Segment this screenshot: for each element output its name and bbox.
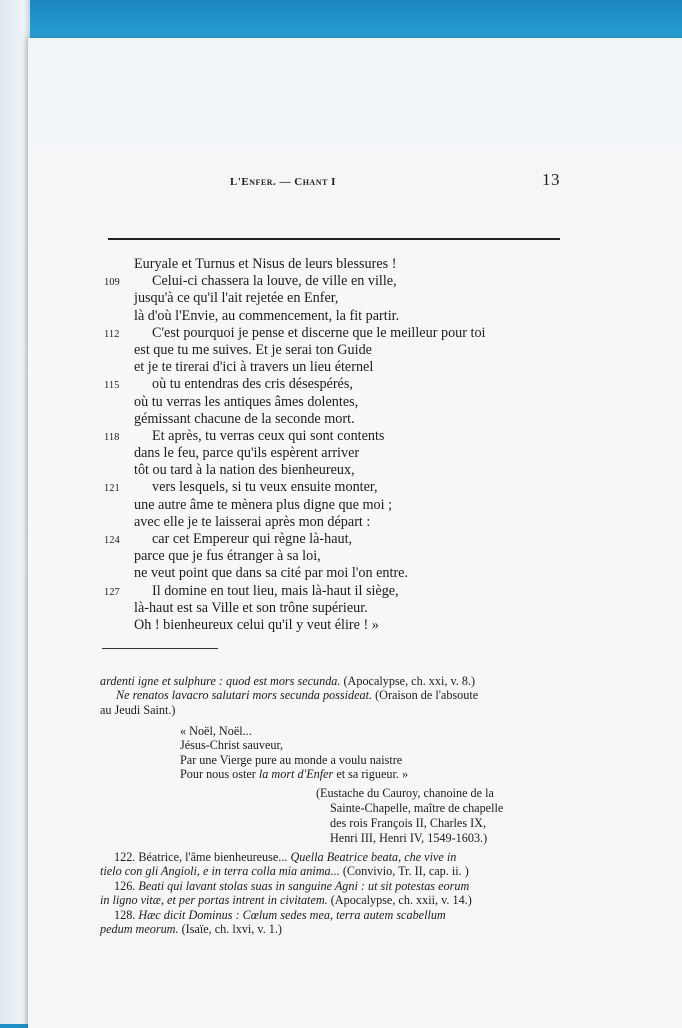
quote-line: Jésus-Christ sauveur, — [180, 738, 284, 753]
page-header — [230, 172, 560, 192]
latin-quote: ardenti igne et sulphure : quod est mors secunda. — [100, 674, 341, 688]
footnote-122 — [100, 850, 570, 864]
verse-text: là-haut est sa Ville et son trône supérieur. — [134, 599, 368, 616]
running-title: L'Enfer. — Chant I — [230, 176, 336, 188]
note-italic: pedum meorum. — [100, 921, 179, 936]
verse-text: jusqu'à ce qu'il l'ait rejetée en Enfer, — [134, 290, 339, 307]
quote-line — [180, 767, 408, 781]
footnote-line — [100, 688, 566, 702]
verse-line — [104, 394, 574, 411]
attribution-line: Sainte-Chapelle, maître de chapelle — [330, 801, 504, 815]
verse-line — [104, 256, 574, 273]
note-italic: tielo con gli Angioli, e in terra colla mia anima... — [100, 864, 340, 879]
verse-block — [104, 256, 574, 634]
footnote-122-cont — [100, 864, 570, 878]
note-italic: Quella Beatrice beata, che vive in — [290, 850, 457, 864]
verse-number: 115 — [104, 380, 120, 392]
verse-line — [104, 600, 574, 617]
verse-line — [104, 531, 574, 548]
note-italic: Hæc dicit Dominus : Cœlum sedes mea, terra autem scabellum — [138, 907, 446, 922]
attribution-line: Henri III, Henri IV, 1549-1603.) — [330, 831, 488, 845]
footnote-line — [100, 674, 566, 688]
verse-text: Il domine en tout lieu, mais là-haut il siège, — [152, 582, 399, 599]
quote-text: Pour nous oster — [180, 767, 259, 782]
verse-line — [104, 565, 574, 582]
verse-line — [104, 497, 574, 514]
verse-line — [104, 273, 574, 290]
verse-text: tôt ou tard à la nation des bienheureux, — [134, 462, 355, 479]
note-text: 126. — [114, 878, 139, 893]
verse-line — [104, 325, 574, 342]
footnote-separator — [102, 648, 218, 649]
note-text: (Convivio, Tr. II, cap. ii. ) — [339, 864, 469, 879]
note-italic: in ligno vitæ, et per portas intrent in civitatem. — [100, 893, 328, 908]
quote-italic: la mort d'Enfer — [258, 767, 334, 782]
footnote-line — [100, 703, 566, 717]
verse-text: gémissant chacune de la seconde mort. — [134, 410, 355, 427]
citation: (Apocalypse, ch. xxi, v. 8.) — [340, 674, 476, 688]
footnotes-top — [100, 674, 566, 717]
note-text: 128. — [114, 907, 139, 922]
verse-number: 127 — [104, 586, 120, 598]
verse-text: Oh ! bienheureux celui qu'il y veut élire ! » — [134, 616, 379, 633]
verse-number: 118 — [104, 431, 120, 443]
quote-text: et sa rigueur. » — [333, 767, 409, 782]
quote-attribution — [316, 786, 503, 846]
verse-line — [104, 411, 574, 428]
verse-text: Celui-ci chassera la louve, de ville en ville, — [152, 273, 397, 290]
page-number: 13 — [542, 170, 560, 189]
verse-line — [104, 583, 574, 600]
verse-line — [104, 359, 574, 376]
verse-text: où tu verras les antiques âmes dolentes, — [134, 393, 359, 410]
verse-line — [104, 428, 574, 445]
quote-line: « Noël, Noël... — [180, 724, 252, 738]
verse-line — [104, 548, 574, 565]
verse-line — [104, 308, 574, 325]
verse-text: dans le feu, parce qu'ils espèrent arriver — [134, 445, 360, 462]
verse-text: là d'où l'Envie, au commencement, la fit partir. — [134, 307, 400, 324]
verse-line — [104, 445, 574, 462]
citation: au Jeudi Saint.) — [100, 702, 176, 717]
footnote-128 — [100, 908, 570, 922]
background-surface — [0, 0, 682, 40]
verse-text: C'est pourquoi je pense et discerne que le meilleur pour toi — [152, 324, 486, 341]
attribution-line: des rois François II, Charles IX, — [330, 816, 487, 830]
note-text: 122. Béatrice, l'âme bienheureuse... — [114, 850, 291, 864]
footnote-126 — [100, 879, 570, 893]
note-text: (Apocalypse, ch. xxii, v. 14.) — [327, 893, 472, 908]
verse-number: 112 — [104, 328, 120, 340]
verse-text: est que tu me suives. Et je serai ton Guide — [134, 341, 372, 358]
previous-page-edge — [0, 0, 30, 1024]
attribution-line: (Eustache du Cauroy, chanoine de la — [316, 786, 494, 800]
verse-text: où tu entendras des cris désespérés, — [152, 376, 353, 393]
verse-number: 109 — [104, 277, 120, 289]
latin-quote: Ne renatos lavacro salutari mors secunda possideat. — [116, 688, 373, 703]
verse-line — [104, 479, 574, 496]
verse-line — [104, 290, 574, 307]
footnotes-bottom — [100, 850, 570, 936]
verse-line — [104, 462, 574, 479]
verse-text: et je te tirerai d'ici à travers un lieu éternel — [134, 359, 374, 376]
verse-text: parce que je fus étranger à sa loi, — [134, 548, 321, 565]
note-italic: Beati qui lavant stolas suas in sanguine Agni : ut sit potestas eorum — [138, 878, 470, 893]
verse-line — [104, 342, 574, 359]
verse-text: vers lesquels, si tu veux ensuite monter, — [152, 479, 378, 496]
verse-number: 124 — [104, 535, 120, 546]
header-rule — [108, 238, 560, 240]
verse-text: avec elle je te laisserai après mon départ : — [134, 513, 371, 530]
verse-line — [104, 376, 574, 393]
verse-line — [104, 617, 574, 634]
note-text: (Isaïe, ch. lxvi, v. 1.) — [178, 921, 282, 936]
carol-quote — [180, 724, 408, 782]
verse-text: car cet Empereur qui règne là-haut, — [152, 531, 353, 547]
verse-text: ne veut point que dans sa cité par moi l'on entre. — [134, 565, 409, 582]
verse-text: Euryale et Turnus et Nisus de leurs blessures ! — [134, 256, 397, 272]
footnote-128-cont — [100, 922, 570, 936]
verse-number: 121 — [104, 483, 120, 495]
verse-text: Et après, tu verras ceux qui sont contents — [152, 427, 385, 444]
citation: (Oraison de l'absoute — [372, 688, 479, 703]
footnote-126-cont — [100, 893, 570, 907]
verse-text: une autre âme te mènera plus digne que moi ; — [134, 496, 393, 513]
quote-line: Par une Vierge pure au monde a voulu naistre — [180, 752, 403, 767]
verse-line — [104, 514, 574, 531]
